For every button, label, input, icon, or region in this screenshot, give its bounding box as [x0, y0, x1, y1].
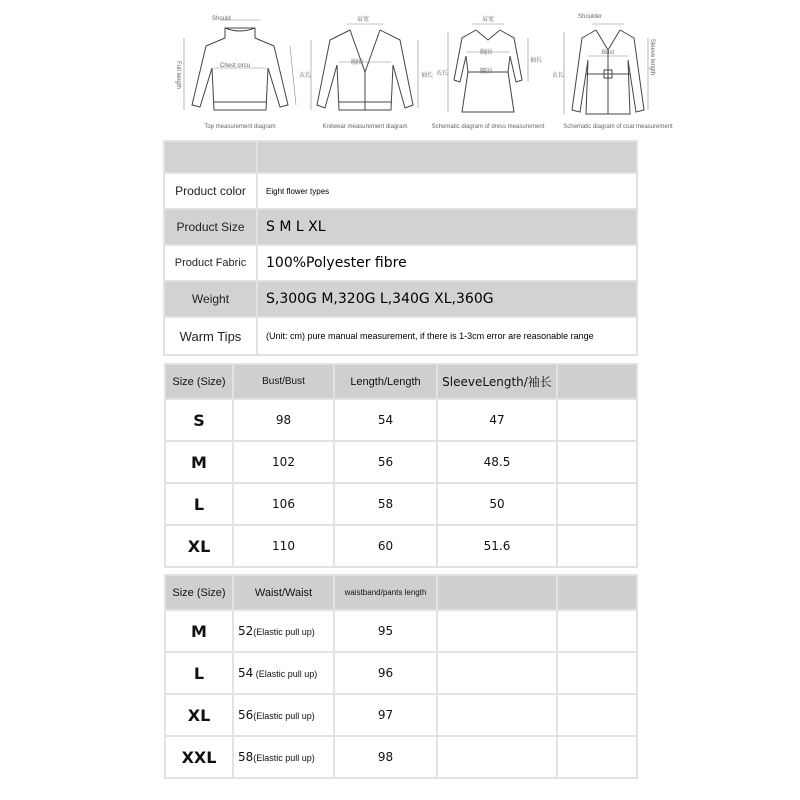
bust-cell: 98 [234, 400, 333, 440]
warm-tips-value: (Unit: cm) pure manual measurement, if there is 1-3cm error are reasonable range [258, 318, 636, 354]
waist-value: 54 [238, 666, 254, 680]
sleeve-cell: 47 [438, 400, 556, 440]
size-header: Size (Size) [166, 365, 232, 398]
chest-label: Bust [602, 50, 615, 56]
size-cell: XL [166, 526, 232, 566]
sleeve-cell: 48.5 [438, 442, 556, 482]
empty-cell [558, 442, 636, 482]
knitwear-measurement-diagram [295, 10, 435, 130]
sleeve-label: Sleeve length [649, 38, 656, 76]
cardigan-icon [295, 10, 435, 120]
top-measurement-diagram [170, 10, 310, 130]
size-cell: XL [166, 695, 232, 735]
dress-icon [418, 10, 558, 120]
sleeve-cell: 51.6 [438, 526, 556, 566]
size-cell: S [166, 400, 232, 440]
size-cell: XXL [166, 737, 232, 777]
waist-note: (Elastic pull up) [253, 669, 318, 679]
table-row [166, 695, 636, 735]
weight-key: Weight [165, 282, 256, 316]
empty-cell [558, 484, 636, 524]
length-cell: 58 [335, 484, 436, 524]
size-cell: L [166, 653, 232, 693]
sleeve-cell: 50 [438, 484, 556, 524]
table-row [166, 653, 636, 693]
empty-header [558, 365, 636, 398]
shoulder-label: 肩宽 [357, 17, 370, 23]
waist-value: 52 [238, 624, 254, 638]
length-label: 衣长 [436, 71, 449, 77]
product-size-key: Product Size [165, 210, 256, 244]
sleeve-header: SleeveLength/袖长 [438, 365, 556, 398]
waist-note: (Elastic pull up) [253, 711, 315, 721]
shoulder-label: 肩宽 [482, 17, 495, 23]
empty-header [558, 576, 636, 609]
length-cell: 60 [335, 526, 436, 566]
pants-length-cell: 98 [335, 737, 436, 777]
table-row [165, 174, 636, 208]
empty-cell [558, 611, 636, 651]
coat-measurement-diagram [548, 10, 688, 130]
product-color-value: Eight flower types [258, 174, 636, 208]
waist-cell [234, 653, 333, 693]
product-color-key: Product color [165, 174, 256, 208]
length-cell: 54 [335, 400, 436, 440]
table-row [166, 400, 636, 440]
product-fabric-value: 100%Polyester fibre [258, 246, 636, 280]
waist-value: 58 [238, 750, 254, 764]
warm-tips-key: Warm Tips [165, 318, 256, 354]
size-cell: L [166, 484, 232, 524]
waist-cell [234, 611, 333, 651]
table-row [166, 611, 636, 651]
header-cell [258, 142, 636, 172]
shoulder-label: Should [212, 16, 231, 22]
header-cell [165, 142, 256, 172]
empty-cell [558, 695, 636, 735]
weight-value: S,300G M,320G L,340G XL,360G [258, 282, 636, 316]
coat-icon [548, 10, 688, 120]
table-row [166, 737, 636, 777]
sleeve-label: 袖长 [530, 58, 543, 64]
empty-cell [558, 526, 636, 566]
product-size-value: S M L XL [258, 210, 636, 244]
waist-label: 腰围 [480, 69, 493, 75]
empty-cell [438, 653, 556, 693]
table-row [166, 442, 636, 482]
size-cell: M [166, 442, 232, 482]
empty-cell [558, 653, 636, 693]
empty-cell [438, 695, 556, 735]
chest-label: 胸围 [480, 50, 493, 56]
bust-header: Bust/Bust [234, 365, 333, 398]
empty-cell [438, 737, 556, 777]
pants-length-cell: 97 [335, 695, 436, 735]
pants-size-table [164, 574, 638, 779]
table-header-row [166, 365, 636, 398]
length-cell: 56 [335, 442, 436, 482]
pants-length-cell: 95 [335, 611, 436, 651]
waist-note: (Elastic pull up) [253, 753, 315, 763]
top-size-table [164, 363, 638, 568]
table-row [165, 246, 636, 280]
diagram-caption: Top measurement diagram [204, 124, 276, 130]
diagram-caption: Knitwear measurement diagram [322, 124, 408, 130]
length-label: 衣长 [552, 73, 565, 79]
pants-length-cell: 96 [335, 653, 436, 693]
size-cell: M [166, 611, 232, 651]
diagram-caption: Schematic diagram of coat measurement [563, 124, 673, 130]
table-header-row [165, 142, 636, 172]
diagram-caption: Schematic diagram of dress measurement [431, 124, 545, 130]
chest-label: Chest circu [220, 63, 251, 69]
table-row [165, 282, 636, 316]
empty-header [438, 576, 556, 609]
waist-cell [234, 737, 333, 777]
empty-cell [558, 400, 636, 440]
chest-label: 胸围 [351, 60, 364, 66]
empty-cell [438, 611, 556, 651]
waist-header: Waist/Waist [234, 576, 333, 609]
waist-note: (Elastic pull up) [253, 627, 315, 637]
shoulder-label: Shoulder [578, 14, 603, 20]
table-row [165, 210, 636, 244]
bust-cell: 102 [234, 442, 333, 482]
pants-length-header: waistband/pants length [335, 576, 436, 609]
size-header: Size (Size) [166, 576, 232, 609]
length-label: 衣长 [299, 73, 312, 79]
dress-measurement-diagram [418, 10, 558, 130]
length-label: Full length [174, 61, 181, 89]
waist-value: 56 [238, 708, 254, 722]
table-row [166, 526, 636, 566]
bust-cell: 106 [234, 484, 333, 524]
bust-cell: 110 [234, 526, 333, 566]
sleeve-label: 袖长 [421, 73, 434, 79]
product-info-table [163, 140, 638, 356]
waist-cell [234, 695, 333, 735]
table-row [165, 318, 636, 354]
length-header: Length/Length [335, 365, 436, 398]
empty-cell [558, 737, 636, 777]
product-fabric-key: Product Fabric [165, 246, 256, 280]
table-header-row [166, 576, 636, 609]
table-row [166, 484, 636, 524]
